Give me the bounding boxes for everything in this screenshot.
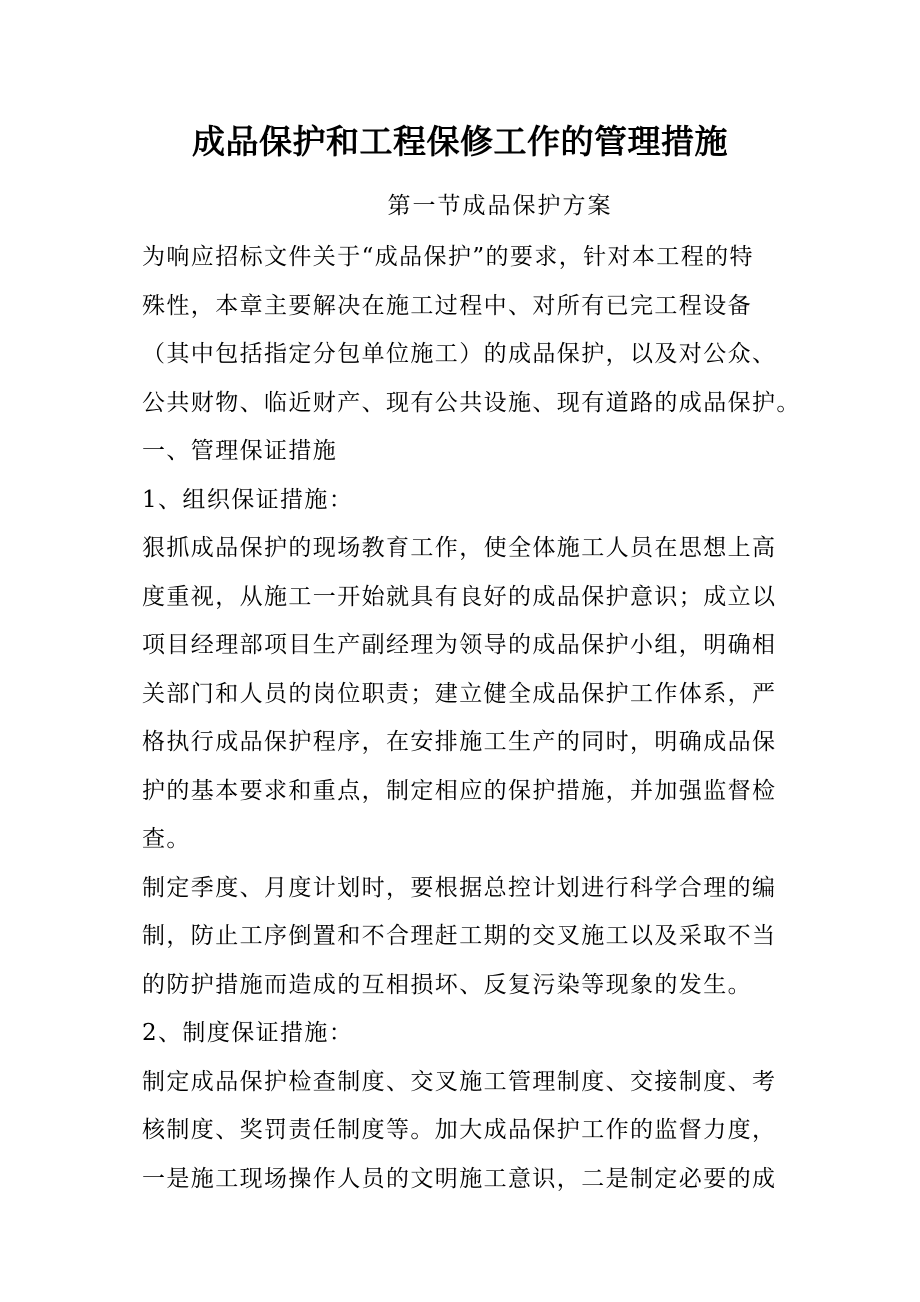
paragraph-line: 殊性，本章主要解决在施工过程中、对所有已完工程设备 — [142, 292, 752, 319]
paragraph-line: 一是施工现场操作人员的文明施工意识，二是制定必要的成 — [142, 1165, 777, 1192]
document-body — [142, 233, 801, 1203]
subsection-heading: 2、制度保证措施： — [142, 1020, 354, 1046]
paragraph-line: 制定季度、月度计划时，要根据总控计划进行科学合理的编 — [142, 874, 777, 901]
paragraph-line: 度重视，从施工一开始就具有良好的成品保护意识；成立以 — [142, 583, 777, 610]
section-heading: 一、管理保证措施 — [142, 438, 338, 464]
paragraph-line: 格执行成品保护程序，在安排施工生产的同时，明确成品保 — [142, 729, 777, 755]
paragraph-line: 制，防止工序倒置和不合理赶工期的交叉施工以及采取不当 — [142, 923, 777, 949]
paragraph-line: 护的基本要求和重点，制定相应的保护措施，并加强监督检 — [142, 777, 777, 804]
paragraph-line: 的防护措施而造成的互相损坏、反复污染等现象的发生。 — [142, 971, 752, 998]
paragraph-line: 项目经理部项目生产副经理为领导的成品保护小组，明确相 — [142, 632, 777, 658]
paragraph-line: 公共财物、临近财产、现有公共设施、现有道路的成品保护。 — [142, 389, 801, 416]
paragraph-line: 查。 — [142, 826, 191, 852]
paragraph-line: （其中包括指定分包单位施工）的成品保护，以及对公众、 — [142, 341, 777, 367]
paragraph-line: 制定成品保护检查制度、交叉施工管理制度、交接制度、考 — [142, 1068, 777, 1095]
document-title: 成品保护和工程保修工作的管理措施 — [192, 122, 728, 161]
paragraph-line: 为响应招标文件关于“成品保护”的要求，针对本工程的特 — [142, 244, 754, 270]
paragraph-line: 核制度、奖罚责任制度等。加大成品保护工作的监督力度， — [142, 1117, 777, 1143]
section-title: 第一节成品保护方案 — [387, 193, 613, 219]
subsection-heading: 1、组织保证措施： — [142, 486, 354, 513]
paragraph-line: 关部门和人员的岗位职责；建立健全成品保护工作体系，严 — [142, 680, 777, 707]
paragraph-line: 狠抓成品保护的现场教育工作，使全体施工人员在思想上高 — [142, 535, 777, 561]
